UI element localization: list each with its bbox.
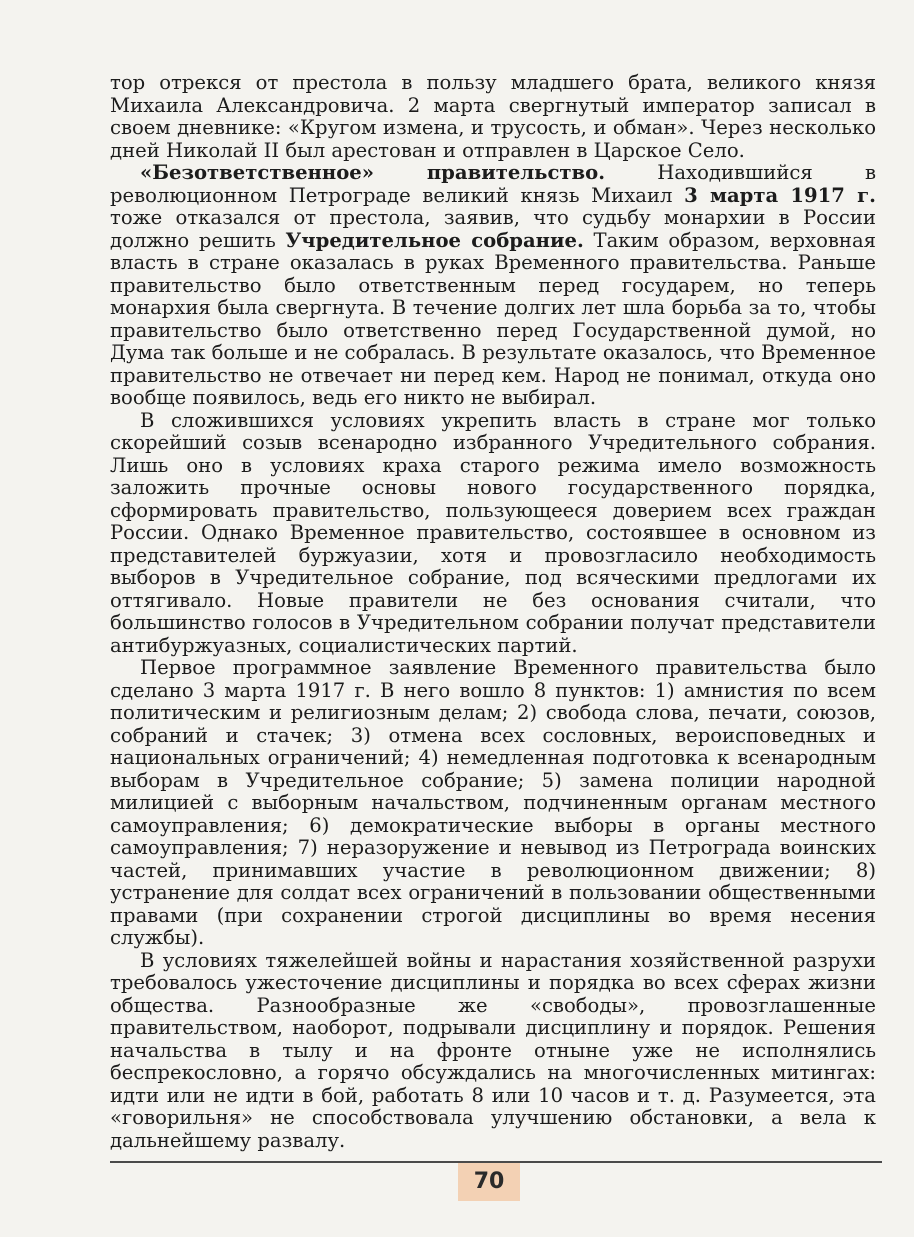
section-heading: «Безответственное» правительство. [140, 161, 606, 184]
paragraph-2 [110, 162, 876, 410]
page-number: 70 [458, 1163, 520, 1201]
body-text [110, 72, 876, 1152]
paragraph-3: В сложившихся условиях укрепить власть в стране мог только скорейший созыв всенародно избранного Учредительного собрания. Лишь оно в условиях краха старого режима имело возможность заложить прочные основы нового государственного порядка, сформировать правительство, пользующееся доверием всех граждан России. Однако Временное правительство, состоявшее в основном из представителей буржуазии, хотя и провозгласило необходимость выборов в Учредительное собрание, под всяческими предлогами их оттягивало. Новые правители не без основания считали, что большинство голосов в Учредительном собрании получат представители антибуржуазных, социалистических партий. [110, 408, 876, 657]
bold-term: Учредительное собрание. [285, 228, 584, 252]
paragraph-4: Первое программное заявление Временного правительства было сделано 3 марта 1917 г. В него вошло 8 пунктов: 1) амнистия по всем политическим и религиозным делам; 2) свобода слова, печати, союзов, собраний и стачек; 3) отмена всех сословных, вероисповедных и национальных ограничений; 4) немедленная подготовка к всенародным выборам в Учредительное собрание; 5) замена полиции народной милицией с выборным начальством, подчиненным органам местного самоуправления; 6) демократические выборы в органы местного самоуправления; 7) неразоружение и невывод из Петрограда воинских частей, принимавших участие в революционном движении; 8) устранение для солдат всех ограничений в пользовании общественными правами (при сохранении строгой дисциплины во время несения службы). [110, 656, 876, 949]
paragraph-2-part-2: тоже отказался от престола, заявив, что судьбу монархии в России должно решить [110, 206, 876, 252]
paragraph-1: тор отрекся от престола в пользу младшего брата, великого князя Михаила Александровича. 2 марта свергнутый император записал в своем дневнике: «Кругом измена, и трусость, и обман». Через несколько дней Николай II был арестован и отправлен в Царское Село. [110, 71, 876, 162]
paragraph-5: В условиях тяжелейшей войны и нарастания хозяйственной разрухи требовалось ужесточение дисциплины и порядка во всех сферах жизни общества. Разнообразные же «свободы», провозглашенные правительством, наоборот, подрывали дисциплину и порядок. Решения начальства в тылу и на фронте отныне уже не исполнялись беспрекословно, а горячо обсуждались на многочисленных митингах: идти или не идти в бой, работать 8 или 10 часов и т. д. Разумеется, эта «говорильня» не способствовала улучшению обстановки, а вела к дальнейшему развалу. [110, 948, 876, 1152]
bold-date: 3 марта 1917 г. [684, 183, 876, 207]
paragraph-2-part-1: Находившийся в революционном Петрограде великий князь Михаил [110, 161, 876, 207]
paragraph-2-part-3: Таким образом, верховная власть в стране оказалась в руках Временного правительства. Раньше правительство было ответственным перед государем, но теперь монархия была свергнута. В течение долгих лет шла борьба за то, чтобы правительство было ответственно перед Государственной думой, но Дума так больше и не собралась. В результате оказалось, что Временное правительство не отвечает ни перед кем. Народ не понимал, откуда оно вообще появилось, ведь его никто не выбирал. [110, 228, 876, 409]
